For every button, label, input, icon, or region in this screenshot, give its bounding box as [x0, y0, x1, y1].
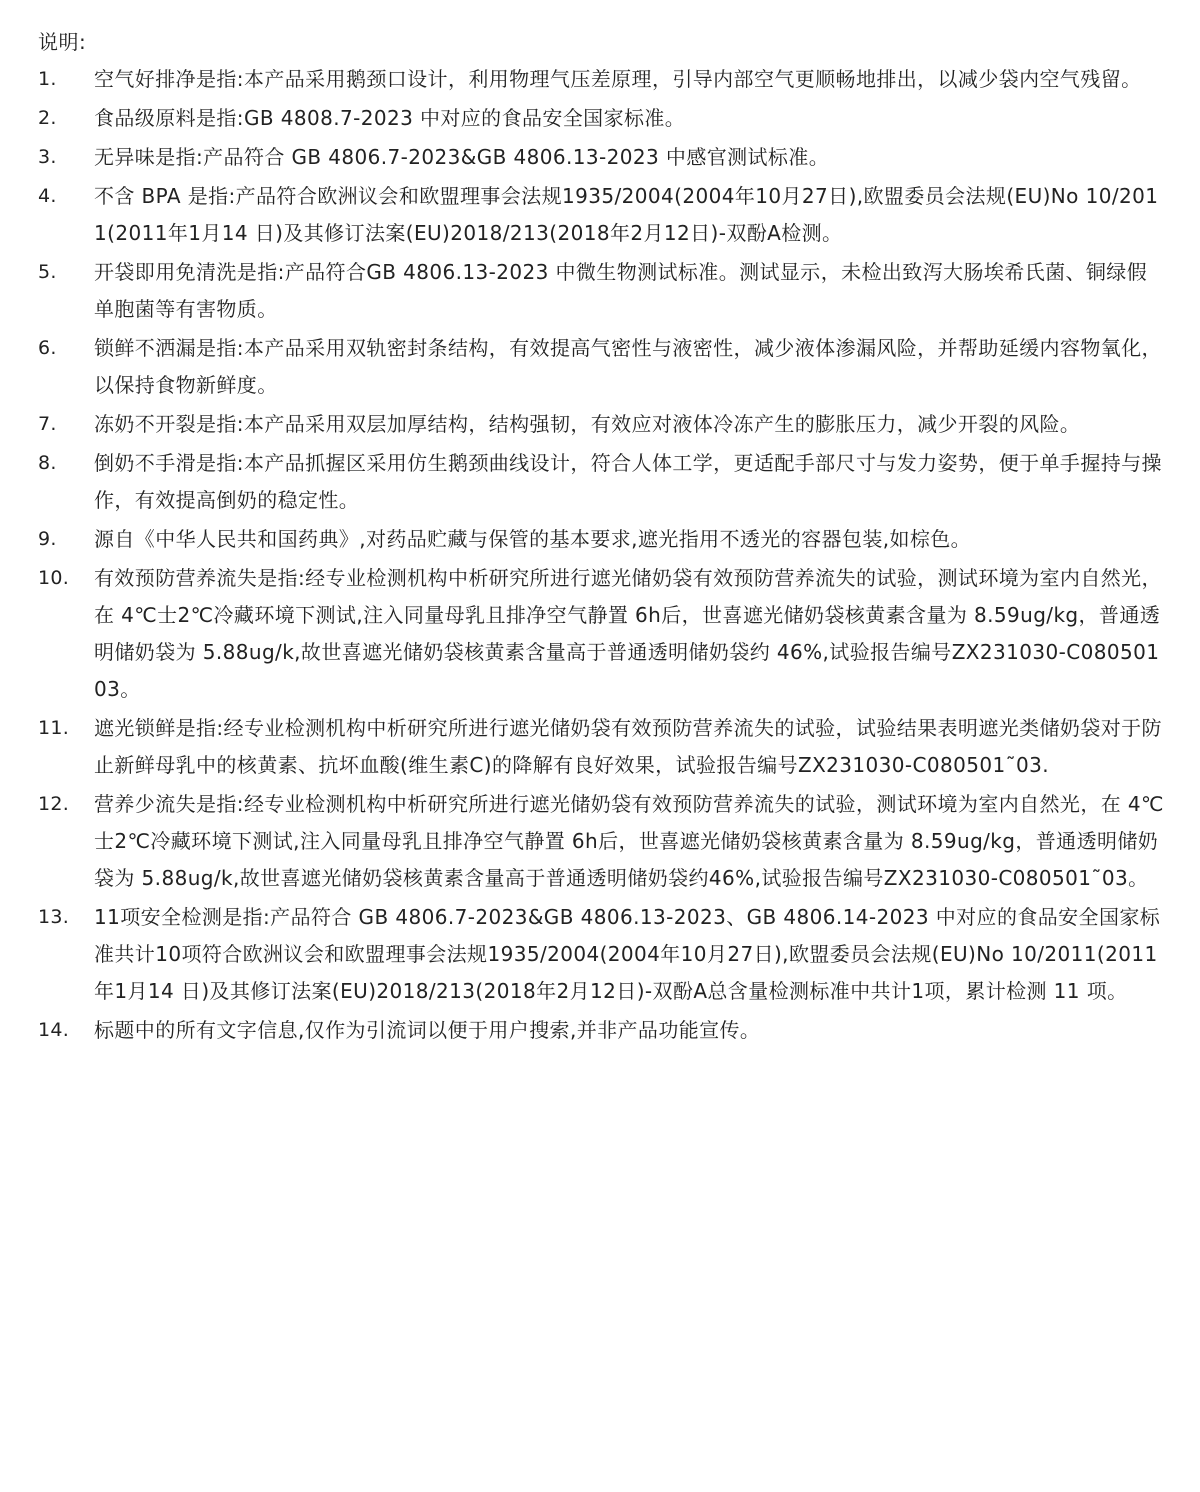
- note-text: 倒奶不手滑是指:本产品抓握区采用仿生鹅颈曲线设计，符合人体工学，更适配手部尺寸与发力姿势，便于单手握持与操作，有效提高倒奶的稳定性。: [94, 451, 1162, 512]
- note-number: 9.: [38, 528, 57, 550]
- notes-list: [0, 61, 1200, 1051]
- note-number: 6.: [38, 337, 57, 359]
- note-number: 12.: [38, 793, 70, 815]
- note-item: [0, 406, 1200, 443]
- note-item: [0, 139, 1200, 176]
- note-text: 遮光锁鲜是指:经专业检测机构中析研究所进行遮光储奶袋有效预防营养流失的试验，试验结果表明遮光类储奶袋对于防止新鲜母乳中的核黄素、抗坏血酸(维生素C)的降解有良好效果，试验报告编号ZX231030-C080501˜03.: [94, 716, 1162, 777]
- note-item: [0, 786, 1200, 897]
- note-text: 开袋即用免清洗是指:产品符合GB 4806.13-2023 中微生物测试标准。测试显示，未检出致泻大肠埃希氏菌、铜绿假单胞菌等有害物质。: [94, 260, 1148, 321]
- note-item: [0, 560, 1200, 708]
- note-item: [0, 1012, 1200, 1049]
- note-text: 食品级原料是指:GB 4808.7-2023 中对应的食品安全国家标准。: [94, 106, 686, 130]
- note-text: 冻奶不开裂是指:本产品采用双层加厚结构，结构强韧，有效应对液体冷冻产生的膨胀压力，减少开裂的风险。: [94, 412, 1081, 436]
- note-item: [0, 710, 1200, 784]
- note-number: 2.: [38, 107, 57, 129]
- note-text: 不含 BPA 是指:产品符合欧洲议会和欧盟理事会法规1935/2004(2004年10月27日),欧盟委员会法规(EU)No 10/2011(2011年1月14 日)及其修订法案(EU)2018/213(2018年2月12日)-双酚A检测。: [94, 184, 1159, 245]
- note-text: 锁鲜不洒漏是指:本产品采用双轨密封条结构，有效提高气密性与液密性，减少液体渗漏风险，并帮助延缓内容物氧化，以保持食物新鲜度。: [94, 336, 1162, 397]
- note-text: 源自《中华人民共和国药典》,对药品贮藏与保管的基本要求,遮光指用不透光的容器包装,如棕色。: [94, 527, 972, 551]
- note-item: [0, 521, 1200, 558]
- note-item: [0, 330, 1200, 404]
- note-number: 11.: [38, 717, 70, 739]
- note-number: 7.: [38, 413, 57, 435]
- document-heading: 说明:: [38, 30, 87, 54]
- note-item: [0, 254, 1200, 328]
- note-item: [0, 61, 1200, 98]
- note-number: 13.: [38, 906, 70, 928]
- note-number: 4.: [38, 185, 57, 207]
- note-text: 无异味是指:产品符合 GB 4806.7-2023&GB 4806.13-2023 中感官测试标准。: [94, 145, 830, 169]
- note-text: 11项安全检测是指:产品符合 GB 4806.7-2023&GB 4806.13-2023、GB 4806.14-2023 中对应的食品安全国家标准共计10项符合欧洲议会和欧盟理事会法规1935/2004(2004年10月27日),欧盟委员会法规(EU)No 10/2011(2011年1月14 日)及其修订法案(EU)2018/213(2018年2月12日)-双酚A总含量检测标准中共计1项，累计检测 11 项。: [94, 905, 1161, 1003]
- note-item: [0, 100, 1200, 137]
- note-text: 有效预防营养流失是指:经专业检测机构中析研究所进行遮光储奶袋有效预防营养流失的试验，测试环境为室内自然光，在 4℃士2℃冷藏环境下测试,注入同量母乳且排净空气静置 6h后，世喜遮光储奶袋核黄素含量为 8.59ug/kg，普通透明储奶袋为 5.88ug/k,故世喜遮光储奶袋核黄素含量高于普通透明储奶袋约 46%,试验报告编号ZX231030-C08050103。: [94, 566, 1162, 701]
- note-item: [0, 178, 1200, 252]
- note-text: 营养少流失是指:经专业检测机构中析研究所进行遮光储奶袋有效预防营养流失的试验，测试环境为室内自然光，在 4℃士2℃冷藏环境下测试,注入同量母乳且排净空气静置 6h后，世喜遮光储奶袋核黄素含量为 8.59ug/kg，普通透明储奶袋为 5.88ug/k,故世喜遮光储奶袋核黄素含量高于普通透明储奶袋约46%,试验报告编号ZX231030-C080501˜03。: [94, 792, 1164, 890]
- note-number: 1.: [38, 68, 57, 90]
- note-item: [0, 445, 1200, 519]
- note-number: 3.: [38, 146, 57, 168]
- note-number: 14.: [38, 1019, 70, 1041]
- note-text: 标题中的所有文字信息,仅作为引流词以便于用户搜索,并非产品功能宣传。: [94, 1018, 761, 1042]
- note-item: [0, 899, 1200, 1010]
- note-number: 10.: [38, 567, 70, 589]
- note-number: 8.: [38, 452, 57, 474]
- note-text: 空气好排净是指:本产品采用鹅颈口设计，利用物理气压差原理，引导内部空气更顺畅地排出，以减少袋内空气残留。: [94, 67, 1142, 91]
- note-number: 5.: [38, 261, 57, 283]
